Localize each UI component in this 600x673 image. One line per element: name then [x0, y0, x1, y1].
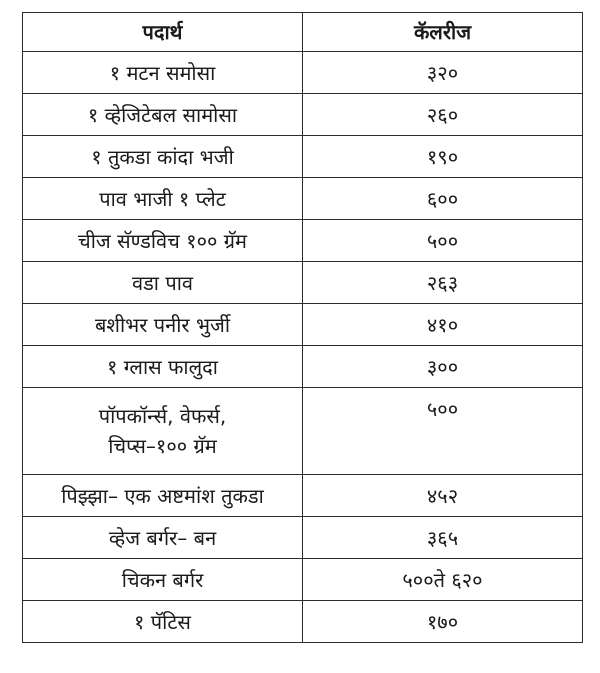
header-item: पदार्थ [23, 13, 303, 52]
table-row [23, 559, 583, 601]
table-row [23, 94, 583, 136]
calories-cell: ५०० [303, 388, 583, 475]
calories-cell: २६३ [303, 262, 583, 304]
table-row [23, 304, 583, 346]
calories-cell: १९० [303, 136, 583, 178]
calories-cell: ५००ते ६२० [303, 559, 583, 601]
item-cell: बशीभर पनीर भुर्जी [23, 304, 303, 346]
calories-cell: ४५२ [303, 475, 583, 517]
calories-cell: ४१० [303, 304, 583, 346]
table-row [23, 475, 583, 517]
calories-cell: ३२० [303, 52, 583, 94]
table-header [23, 13, 583, 52]
item-cell: १ तुकडा कांदा भजी [23, 136, 303, 178]
table-row [23, 346, 583, 388]
table-body [23, 52, 583, 643]
item-cell: १ पॅटिस [23, 601, 303, 643]
item-cell: १ मटन समोसा [23, 52, 303, 94]
item-cell: व्हेज बर्गर– बन [23, 517, 303, 559]
calories-cell: ५०० [303, 220, 583, 262]
table-row [23, 136, 583, 178]
header-row [23, 13, 583, 52]
calories-cell: १७० [303, 601, 583, 643]
item-cell: पाव भाजी १ प्लेट [23, 178, 303, 220]
item-cell: वडा पाव [23, 262, 303, 304]
calories-cell: २६० [303, 94, 583, 136]
table-row [23, 220, 583, 262]
table-row [23, 178, 583, 220]
calories-cell: ६०० [303, 178, 583, 220]
header-calories: कॅलरीज [303, 13, 583, 52]
item-cell: चीज सॅण्डविच १०० ग्रॅम [23, 220, 303, 262]
item-cell [23, 388, 303, 475]
item-cell: १ व्हेजिटेबल सामोसा [23, 94, 303, 136]
table-row [23, 517, 583, 559]
calories-cell: ३६५ [303, 517, 583, 559]
item-cell-line: चिप्स–१०० ग्रॅम [108, 434, 217, 458]
table-row [23, 388, 583, 475]
item-cell: पिझ्झा– एक अष्टमांश तुकडा [23, 475, 303, 517]
calorie-table [22, 12, 583, 643]
item-cell: १ ग्लास फालुदा [23, 346, 303, 388]
item-cell: चिकन बर्गर [23, 559, 303, 601]
table-row [23, 52, 583, 94]
table-row [23, 601, 583, 643]
table-row [23, 262, 583, 304]
calories-cell: ३०० [303, 346, 583, 388]
item-cell-line: पॉपकॉर्न्स, वेफर्स, [98, 404, 227, 428]
